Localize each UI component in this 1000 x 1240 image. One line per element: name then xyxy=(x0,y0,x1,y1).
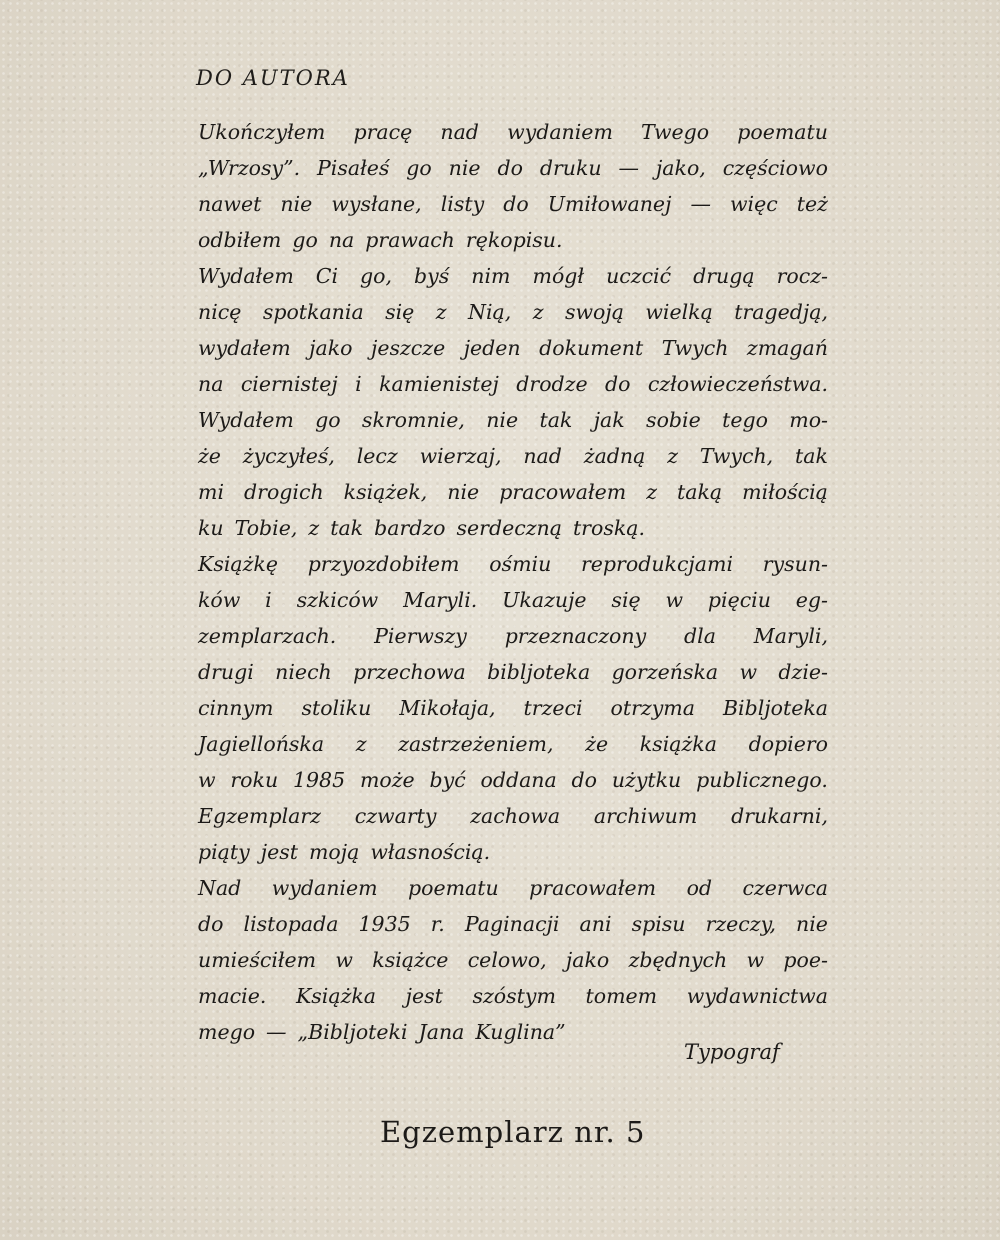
word: więc xyxy=(730,192,778,216)
word: ciernistej xyxy=(240,372,338,396)
word: drugą xyxy=(693,264,755,288)
word: nie xyxy=(448,156,481,180)
word: jak xyxy=(593,408,625,432)
word: nim xyxy=(471,264,511,288)
word: Ukazuje xyxy=(502,588,587,612)
text-line xyxy=(198,906,828,942)
word: może xyxy=(359,768,415,792)
word: uczcić xyxy=(606,264,672,288)
word: Ukończyłem xyxy=(198,120,326,144)
word: Paginacji xyxy=(464,912,560,936)
word: szkiców xyxy=(296,588,379,612)
word: jako xyxy=(565,948,610,972)
word: nie xyxy=(796,912,828,936)
word: spotkania xyxy=(262,300,364,324)
word: eg- xyxy=(795,588,828,612)
word: dla xyxy=(684,624,716,648)
text-line xyxy=(198,294,828,330)
word: archiwum xyxy=(593,804,698,828)
word: prawach xyxy=(365,228,455,252)
word: z xyxy=(667,444,679,468)
word: pracę xyxy=(353,120,413,144)
word: przeznaczony xyxy=(504,624,647,648)
text-line xyxy=(198,798,828,834)
text-line xyxy=(198,978,828,1014)
word: wydawnictwa xyxy=(686,984,828,1008)
word: do xyxy=(503,192,529,216)
word: jako, xyxy=(655,156,706,180)
word: użytku xyxy=(611,768,682,792)
signature: Typograf xyxy=(684,1040,780,1064)
word: w xyxy=(665,588,684,612)
text-line xyxy=(198,402,828,438)
text-line xyxy=(198,618,828,654)
word: rzeczy, xyxy=(705,912,776,936)
word: „Wrzosy”. xyxy=(198,156,301,180)
word: zachowa xyxy=(470,804,561,828)
word: mi xyxy=(198,480,224,504)
text-line xyxy=(198,726,828,762)
word: zastrzeżeniem, xyxy=(398,732,554,756)
word: do xyxy=(497,156,523,180)
word: stoliku xyxy=(301,696,372,720)
word: że xyxy=(198,444,221,468)
word: jest xyxy=(260,840,298,864)
copy-number: Egzemplarz nr. 5 xyxy=(380,1115,646,1149)
word: poe- xyxy=(783,948,828,972)
word: nawet xyxy=(198,192,262,216)
word: rękopisu. xyxy=(465,228,563,252)
word: trzeci xyxy=(523,696,583,720)
text-line xyxy=(198,114,828,150)
word: poematu xyxy=(737,120,828,144)
word: rocz- xyxy=(776,264,828,288)
word: Twych, xyxy=(699,444,774,468)
text-line xyxy=(198,546,828,582)
word: szóstym xyxy=(472,984,556,1008)
text-line xyxy=(198,690,828,726)
word: nad xyxy=(440,120,479,144)
text-line xyxy=(198,834,828,870)
word: skromnie, xyxy=(361,408,465,432)
word: z xyxy=(308,516,320,540)
text-line xyxy=(198,150,828,186)
word: w xyxy=(198,768,216,792)
word: się xyxy=(611,588,641,612)
word: jeden xyxy=(463,336,521,360)
word: pięciu xyxy=(707,588,771,612)
word: 1935 xyxy=(358,912,411,936)
word: nie xyxy=(486,408,519,432)
word: pracowałem xyxy=(529,876,657,900)
text-line xyxy=(198,186,828,222)
word: macie. xyxy=(198,984,267,1008)
word: otrzyma xyxy=(610,696,695,720)
text-line xyxy=(198,366,828,402)
word: czwarty xyxy=(354,804,437,828)
word: tego xyxy=(722,408,768,432)
word: książek, xyxy=(343,480,428,504)
word: drukarni, xyxy=(731,804,828,828)
text-line xyxy=(198,474,828,510)
word: wydałem xyxy=(198,336,291,360)
word: ków xyxy=(198,588,241,612)
word: druku xyxy=(539,156,602,180)
word: Książkę xyxy=(198,552,278,576)
word: cinnym xyxy=(198,696,274,720)
page-heading: DO AUTORA xyxy=(196,66,350,90)
word: piąty xyxy=(198,840,250,864)
word: do xyxy=(571,768,597,792)
word: zemplarzach. xyxy=(198,624,337,648)
word: ośmiu xyxy=(489,552,552,576)
word: Ci xyxy=(315,264,339,288)
word: się xyxy=(385,300,415,324)
word: przechowa xyxy=(353,660,466,684)
word: Maryli, xyxy=(753,624,828,648)
word: taką xyxy=(677,480,723,504)
word: serdeczną xyxy=(456,516,562,540)
word: mego xyxy=(198,1020,256,1044)
text-line xyxy=(198,654,828,690)
text-line xyxy=(198,222,828,258)
text-line xyxy=(198,330,828,366)
letter-body xyxy=(198,114,828,1050)
word: rysun- xyxy=(762,552,828,576)
word: od xyxy=(686,876,713,900)
word: w xyxy=(739,660,758,684)
word: moją xyxy=(308,840,360,864)
word: mógł xyxy=(532,264,585,288)
word: kamienistej xyxy=(379,372,499,396)
word: Twego xyxy=(641,120,710,144)
word: jako xyxy=(309,336,353,360)
word: pracowałem xyxy=(499,480,627,504)
word: go, xyxy=(360,264,393,288)
word: tak xyxy=(795,444,828,468)
word: oddana xyxy=(480,768,557,792)
word: Nad xyxy=(198,876,242,900)
word: Książka xyxy=(295,984,377,1008)
word: w xyxy=(335,948,353,972)
word: drodze xyxy=(516,372,588,396)
text-line xyxy=(198,582,828,618)
word: nie xyxy=(280,192,313,216)
word: czerwca xyxy=(742,876,828,900)
word: spisu xyxy=(631,912,686,936)
word: być xyxy=(429,768,466,792)
word: też xyxy=(796,192,828,216)
word: książce xyxy=(372,948,449,972)
word: mo- xyxy=(789,408,828,432)
word: Jana xyxy=(418,1020,465,1044)
word: Twych xyxy=(661,336,729,360)
word: dzie- xyxy=(778,660,828,684)
word: jeszcze xyxy=(370,336,446,360)
text-line xyxy=(198,258,828,294)
word: Egzemplarz xyxy=(198,804,321,828)
word: Tobie, xyxy=(234,516,298,540)
word: „Bibljoteki xyxy=(297,1020,408,1044)
word: bardzo xyxy=(374,516,446,540)
word: drugi xyxy=(198,660,254,684)
word: dopiero xyxy=(748,732,828,756)
word: do xyxy=(198,912,224,936)
word: Maryli. xyxy=(403,588,478,612)
word: z xyxy=(646,480,657,504)
word: 1985 xyxy=(292,768,346,792)
word: Pierwszy xyxy=(374,624,467,648)
word: jest xyxy=(405,984,443,1008)
word: byś xyxy=(414,264,450,288)
word: dokument xyxy=(539,336,644,360)
word: Nią, xyxy=(468,300,512,324)
word: wydaniem xyxy=(271,876,378,900)
word: sobie xyxy=(646,408,701,432)
word: na xyxy=(198,372,224,396)
word: Mikołaja, xyxy=(399,696,496,720)
word: że xyxy=(585,732,609,756)
word: drogich xyxy=(244,480,324,504)
word: wierzaj, xyxy=(419,444,502,468)
word: ku xyxy=(198,516,224,540)
word: go xyxy=(292,228,318,252)
word: listy xyxy=(440,192,485,216)
word: nicę xyxy=(198,300,242,324)
word: Bibljoteka xyxy=(722,696,828,720)
word: tak xyxy=(330,516,364,540)
word: nad xyxy=(523,444,562,468)
word: życzyłeś, xyxy=(242,444,335,468)
word: go xyxy=(406,156,432,180)
word: miłością xyxy=(742,480,828,504)
word: odbiłem xyxy=(198,228,282,252)
word: żadną xyxy=(583,444,646,468)
word: do xyxy=(604,372,631,396)
word: reprodukcjami xyxy=(581,552,733,576)
word: niech xyxy=(275,660,332,684)
word: swoją xyxy=(564,300,624,324)
word: Kuglina” xyxy=(475,1020,566,1044)
word: Jagiellońska xyxy=(198,732,325,756)
word: z xyxy=(435,300,447,324)
word: umieściłem xyxy=(198,948,317,972)
word: zmagań xyxy=(746,336,828,360)
word: tomem xyxy=(585,984,658,1008)
word: gorzeńska xyxy=(611,660,719,684)
word: częściowo xyxy=(722,156,828,180)
word: z xyxy=(355,732,367,756)
word: i xyxy=(265,588,272,612)
word: — xyxy=(690,192,711,216)
word: człowieczeństwa. xyxy=(647,372,828,396)
word: poematu xyxy=(408,876,499,900)
word: przyozdobiłem xyxy=(307,552,460,576)
word: Wydałem xyxy=(198,408,294,432)
text-line xyxy=(198,942,828,978)
text-line xyxy=(198,870,828,906)
word: bibljoteka xyxy=(487,660,591,684)
text-line xyxy=(198,510,828,546)
word: z xyxy=(532,300,544,324)
word: wysłane, xyxy=(331,192,422,216)
word: Pisałeś xyxy=(317,156,390,180)
text-line xyxy=(198,762,828,798)
word: Wydałem xyxy=(198,264,294,288)
word: go xyxy=(315,408,341,432)
word: ani xyxy=(579,912,612,936)
word: roku xyxy=(230,768,279,792)
word: — xyxy=(618,156,640,180)
word: wielką xyxy=(645,300,713,324)
word: tak xyxy=(539,408,573,432)
word: celowo, xyxy=(467,948,547,972)
text-line xyxy=(198,438,828,474)
word: i xyxy=(355,372,362,396)
word: na xyxy=(328,228,355,252)
word: wydaniem xyxy=(507,120,613,144)
word: własnością. xyxy=(370,840,491,864)
word: Umiłowanej xyxy=(547,192,672,216)
word: publicznego. xyxy=(696,768,828,792)
word: listopada xyxy=(243,912,339,936)
word: — xyxy=(266,1020,287,1044)
word: r. xyxy=(430,912,445,936)
word: zbędnych xyxy=(628,948,728,972)
word: nie xyxy=(447,480,480,504)
word: lecz xyxy=(356,444,398,468)
word: książka xyxy=(639,732,717,756)
word: troską. xyxy=(572,516,645,540)
word: tragedją, xyxy=(734,300,828,324)
word: w xyxy=(746,948,765,972)
